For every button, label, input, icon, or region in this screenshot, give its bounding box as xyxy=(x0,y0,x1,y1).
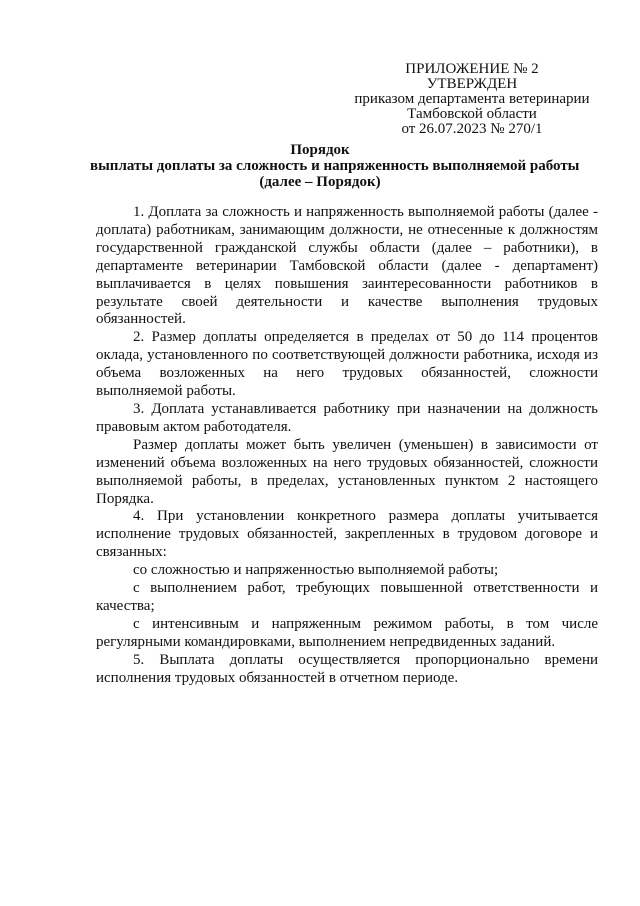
paragraph-2: 2. Размер доплаты определяется в пределах от 50 до 114 процентов оклада, установленного по соответствующей должности работника, исходя из объема возложенных на него трудовых обязанностей, сложности выполняемой работы. xyxy=(96,329,598,400)
paragraph-4-item-3: с интенсивным и напряженным режимом работы, в том числе регулярными командировками, выполнением непредвиденных заданий. xyxy=(96,615,598,650)
title-line-3: (далее – Порядок) xyxy=(259,174,381,190)
document-body xyxy=(96,204,598,687)
paragraph-4-item-1: со сложностью и напряженностью выполняемой работы; xyxy=(133,562,499,579)
paragraph-4: 4. При установлении конкретного размера доплаты учитывается исполнение трудовых обязанностей, закрепленных в трудовом договоре и связанных: xyxy=(96,508,598,561)
paragraph-4-item-2: с выполнением работ, требующих повышенной ответственности и качества; xyxy=(96,580,598,614)
document-title xyxy=(90,142,580,190)
paragraph-5: 5. Выплата доплаты осуществляется пропорционально времени исполнения трудовых обязанностей в отчетном периоде. xyxy=(96,651,598,686)
appendix-number: ПРИЛОЖЕНИЕ № 2 xyxy=(405,61,539,77)
order-region: Тамбовской области xyxy=(407,106,537,122)
approved-label: УТВЕРЖДЕН xyxy=(426,76,518,92)
title-line-1: Порядок xyxy=(290,142,350,158)
order-date-number: от 26.07.2023 № 270/1 xyxy=(401,121,543,137)
approval-block xyxy=(352,62,592,137)
title-line-2: выплаты доплаты за сложность и напряженность выполняемой работы xyxy=(90,158,580,174)
order-issuer: приказом департамента ветеринарии xyxy=(354,91,590,107)
paragraph-3: 3. Доплата устанавливается работнику при назначении на должность правовым актом работодателя. xyxy=(96,400,598,435)
paragraph-3-amount: Размер доплаты может быть увеличен (уменьшен) в зависимости от изменений объема возложенных на него трудовых обязанностей, сложности выполняемой работы, в пределах, установленных пунктом 2 настоящего Порядка. xyxy=(96,436,598,507)
paragraph-1: 1. Доплата за сложность и напряженность выполняемой работы (далее - доплата) работникам, занимающим должности, не отнесенные к должностям государственной гражданской службы области (далее – работники), в департаменте ветеринарии Тамбовской области (далее - департамент) выплачивается в целях повышения заинтересованности работников в результате своей деятельности и качестве выполнения трудовых обязанностей. xyxy=(96,204,598,328)
